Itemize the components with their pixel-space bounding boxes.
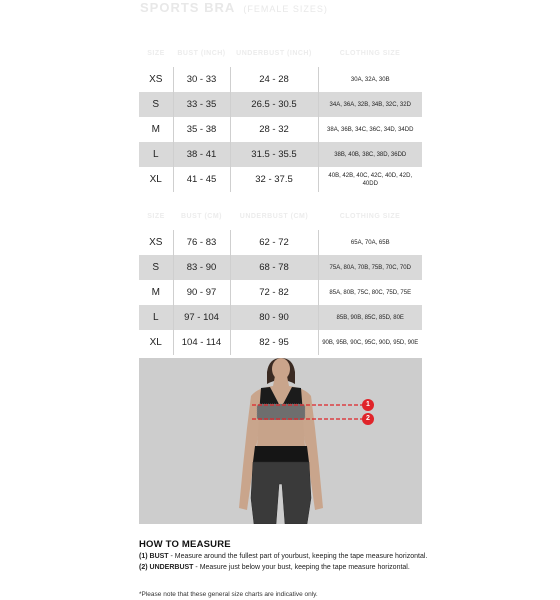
cell-underbust: 68 - 78 xyxy=(230,255,318,280)
cell-underbust: 28 - 32 xyxy=(230,117,318,142)
header-clothing-size: CLOTHING SIZE xyxy=(339,50,401,57)
underbust-instruction xyxy=(139,563,429,572)
table-row xyxy=(139,67,422,92)
header-size: SIZE xyxy=(147,50,165,57)
cell-underbust: 26.5 - 30.5 xyxy=(230,92,318,117)
table-header-row xyxy=(139,203,422,230)
cell-clothing-size: 85A, 80B, 75C, 80C, 75D, 75E xyxy=(318,280,422,305)
how-to-measure xyxy=(139,539,429,572)
cell-bust: 83 - 90 xyxy=(173,255,230,280)
cell-bust: 76 - 83 xyxy=(173,230,230,255)
underbust-term: UNDERBUST xyxy=(149,564,194,571)
table-row xyxy=(139,167,422,192)
header-underbust: UNDERBUST (CM) xyxy=(239,213,309,220)
table-row xyxy=(139,305,422,330)
table-row xyxy=(139,117,422,142)
cell-bust: 35 - 38 xyxy=(173,117,230,142)
cell-size: XL xyxy=(149,337,162,348)
header-clothing-size: CLOTHING SIZE xyxy=(339,213,401,220)
cell-clothing-size: 65A, 70A, 65B xyxy=(318,230,422,255)
cell-clothing-size: 75A, 80A, 70B, 75B, 70C, 70D xyxy=(318,255,422,280)
table-row xyxy=(139,92,422,117)
cell-size: XL xyxy=(149,174,162,185)
size-table-inch xyxy=(139,40,422,192)
table-row xyxy=(139,255,422,280)
cell-size: L xyxy=(139,305,173,330)
header-underbust: UNDERBUST (INCH) xyxy=(236,50,312,57)
cell-bust: 30 - 33 xyxy=(173,67,230,92)
cell-clothing-size: 38B, 40B, 38C, 38D, 36DD xyxy=(318,142,422,167)
cell-clothing-size: 34A, 36A, 32B, 34B, 32C, 32D xyxy=(318,92,422,117)
cell-underbust: 82 - 95 xyxy=(230,330,318,355)
cell-size: XS xyxy=(149,74,163,85)
underbust-text: - Measure just below your bust, keeping the tape measure horizontal. xyxy=(193,564,410,571)
cell-bust: 38 - 41 xyxy=(173,142,230,167)
cell-clothing-size: 90B, 95B, 90C, 95C, 90D, 95D, 90E xyxy=(318,330,422,355)
bust-marker xyxy=(362,399,374,411)
table-header-row xyxy=(139,40,422,67)
how-to-heading: HOW TO MEASURE xyxy=(139,539,231,550)
cell-underbust: 31.5 - 35.5 xyxy=(230,142,318,167)
cell-clothing-size: 30A, 32A, 30B xyxy=(318,67,422,92)
cell-clothing-size: 40B, 42B, 40C, 42C, 40D, 42D, 40DD xyxy=(318,167,422,192)
underbust-marker-label: 2 xyxy=(366,415,370,422)
cell-underbust: 32 - 37.5 xyxy=(230,167,318,192)
table-row xyxy=(139,230,422,255)
bust-instruction xyxy=(139,552,429,561)
cell-underbust: 72 - 82 xyxy=(230,280,318,305)
model-illustration xyxy=(139,358,422,524)
bust-marker-label: 1 xyxy=(366,401,370,408)
cell-size: XS xyxy=(149,237,163,248)
bust-text: - Measure around the fullest part of yourbust, keeping the tape measure horizontal. xyxy=(168,553,428,560)
cell-bust: 33 - 35 xyxy=(173,92,230,117)
disclaimer-note: *Please note that these general size charts are indicative only. xyxy=(139,591,318,598)
chart-title-text: SPORTS BRA xyxy=(140,0,235,14)
underbust-number: (2) xyxy=(139,564,148,571)
table-row xyxy=(139,142,422,167)
cell-size: L xyxy=(139,142,173,167)
bust-number: (1) xyxy=(139,553,148,560)
chart-subtitle: (FEMALE SIZES) xyxy=(243,4,328,14)
underbust-marker xyxy=(362,413,374,425)
cell-bust: 104 - 114 xyxy=(173,330,230,355)
cell-size: S xyxy=(139,255,173,280)
cell-bust: 41 - 45 xyxy=(173,167,230,192)
chart-title xyxy=(140,0,440,14)
header-bust: BUST (CM) xyxy=(180,213,223,220)
cell-underbust: 80 - 90 xyxy=(230,305,318,330)
cell-clothing-size: 38A, 36B, 34C, 36C, 34D, 34DD xyxy=(318,117,422,142)
cell-underbust: 24 - 28 xyxy=(230,67,318,92)
cell-size: S xyxy=(139,92,173,117)
header-bust: BUST (INCH) xyxy=(177,50,226,57)
table-row xyxy=(139,330,422,355)
measurement-figure xyxy=(139,358,422,524)
cell-underbust: 62 - 72 xyxy=(230,230,318,255)
cell-bust: 90 - 97 xyxy=(173,280,230,305)
cell-bust: 97 - 104 xyxy=(173,305,230,330)
bust-term: BUST xyxy=(149,553,169,560)
cell-clothing-size: 85B, 90B, 85C, 85D, 80E xyxy=(318,305,422,330)
size-table-cm xyxy=(139,203,422,355)
cell-size: M xyxy=(151,124,160,135)
header-size: SIZE xyxy=(147,213,165,220)
cell-size: M xyxy=(151,287,160,298)
table-row xyxy=(139,280,422,305)
